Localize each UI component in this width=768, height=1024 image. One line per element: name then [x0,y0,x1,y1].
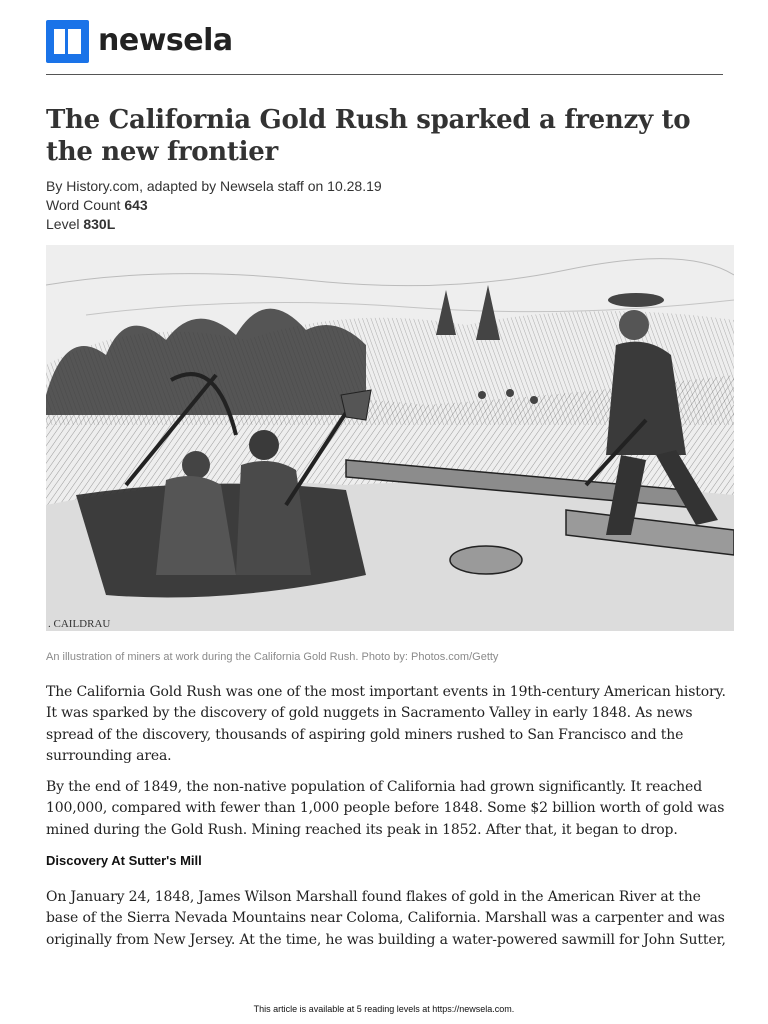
image-caption: An illustration of miners at work during the California Gold Rush. Photo by: Photos.com/Getty [46,651,499,663]
paragraph-2: By the end of 1849, the non-native population of California had grown significantly. It reached 100,000, compared with fewer than 1,000 people before 1848. Some $2 billion worth of gold was mined during the Gold Rush. Mining reached its peak in 1852. After that, it began to drop. [46,779,725,838]
section-heading: Discovery At Sutter's Mill [46,853,202,868]
page-footer: This article is available at 5 reading levels at https://newsela.com. [253,1004,515,1014]
reading-level-value: 830L [83,216,116,232]
logo-glyph [46,20,89,63]
reading-level-label: Level [46,216,80,232]
gold-rush-illustration [46,245,734,631]
article-title: The California Gold Rush sparked a frenzy to the new frontier [46,105,691,167]
newsela-logo-icon[interactable] [46,20,89,63]
article-meta [46,177,382,234]
miners-engraving [46,245,734,631]
brand-wordmark[interactable]: newsela [98,23,233,58]
reading-level [46,215,382,234]
word-count-value: 643 [124,197,148,213]
word-count [46,196,382,215]
header-divider [46,74,723,75]
article-byline: By History.com, adapted by Newsela staff on 10.28.19 [46,178,382,194]
paragraph-3: On January 24, 1848, James Wilson Marshall found flakes of gold in the American River at the base of the Sierra Nevada Mountains near Coloma, California. Marshall was a carpenter and was originally from New Jersey. At the time, he was building a water-powered sawmill for John Sutter, [46,889,726,948]
site-header [46,19,233,63]
illustration-signature: . CAILDRAU [48,618,111,630]
paragraph-1: The California Gold Rush was one of the most important events in 19th-century American history. It was sparked by the discovery of gold nuggets in Sacramento Valley in early 1848. As news spread of the discovery, thousands of aspiring gold miners rushed to San Francisco and the surrounding area. [46,684,726,764]
word-count-label: Word Count [46,197,121,213]
